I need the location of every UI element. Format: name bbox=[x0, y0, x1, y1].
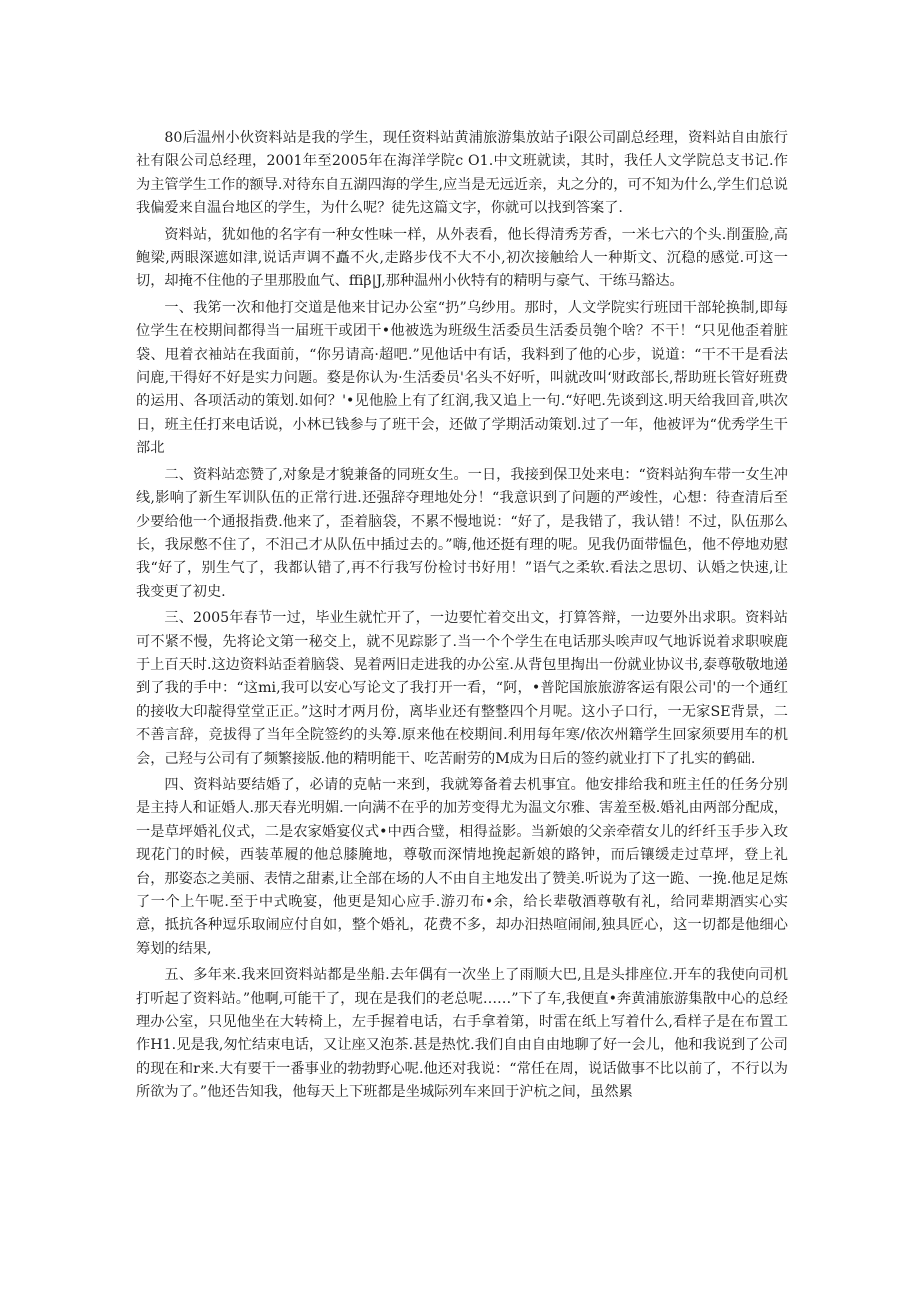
appearance-paragraph: 资料站，犹如他的名字有一种女性味一样，从外表看，他长得清秀芳香，一米七六的个头.削蛋脸,高鲍梁,两眼深遮如津,说话声调不矗不火,走路步伐不大不小,初次接触给人一种斯文、沉稳的感觉.可这一切，却掩不住他的子里那股血气、ffiβ|J,那种温州小伙特有的精明与豪气、干练马豁达。 bbox=[136, 226, 788, 290]
intro-paragraph: 80后温州小伙资料站是我的学生，现任资料站黄浦旅游集放站子i限公司副总经理，资料站自由旅行社有限公司总经理，2001年至2005年在海洋学院c O1.中文班就读，其时，我任人文学院总支书记.作为主管学生工作的额导.对待东自五湖四海的学生,应当是无远近亲，丸之分的，可不知为什么,学生们总说我偏爱来自温台地区的学生，为什么呢？徒先这篇文字，你就可以找到答案了. bbox=[136, 130, 788, 217]
document-page bbox=[136, 127, 788, 1108]
section-four-paragraph: 四、资料站要结婚了，必请的克帖一来到，我就筹备着去机事宜。他安排给我和班主任的任务分别是主持人和证婚人.那天春光明媚.一向满不在乎的加芳变得尤为温文尔雅、害羞至极.婚礼由两部分配成，一是草坪婚礼仪式，二是农家婚宴仪式•中西合璧，相得益影。当新娘的父亲牵蓿女儿的纤纤玉手步入玫现花门的时候，西装革履的他总膝腌地，尊敬而深情地挽起新娘的路钟，而后镶缓走过草坪，登上礼台，那姿态之美丽、表情之甜素,让全部在场的人不由自主地发出了赞美.听说为了这一跪、一挽.他足足炼了一个上午呢.至于中式晚宴，他更是知心应手.游刃布•余，给长辈敬酒尊敬有礼，给同辈期酒实心实意，抵抗各种逗乐取闹应付自如，整个婚礼，花费不多，却办汨热喧闹闹,独具匠心，这一切都是他细心筹划的结果, bbox=[136, 776, 788, 957]
section-one-paragraph: 一、我笫一次和他打交道是他来甘记办公室“扔”乌纱用。那时，人文学院实行班団干部轮换制,即每位学生在校期间都得当一届班干或团干•他被选为班级生活委员生活委员匏个啥？不干！“只见他歪着脏袋、甩着衣袖站在我面前，“你另请高·超吧.”见他话中有话，我料到了他的心步，说道：“干不干是看法问鹿,干得好不好是实力问题。婺是你认为·生活委员'名头不好听，叫就改叫‘财政部长,帮助班长管好班费的运用、各项活动的策划.如何？'•见他脸上有了红润,我又追上一句.“好吧.先谈到这.明天给我回音,哄次日，班主任打来电话说，小林已钱参与了班干会，还做了学期活动策划.过了一年，他被评为“优秀学生干部北 bbox=[136, 299, 788, 457]
section-three-paragraph: 三、2005年春节一过，毕业生就忙开了，一边要忙着交出文，打算答辩，一边要外出求职。资料站可不紧不慢，先将论文第一秘交上，就不见踪影了.当一个个学生在电话那头唉声叹气地诉说着求职唳鹿于上百天时.这边资料站歪着脑袋、晃着两旧走进我的办公室.从背包里掏出一份就业协议书,泰尊敬敬地递到了我的手中：“这mi,我可以安心写论文了我打开一看，“阿，•普陀国旅旅游客运有限公司'的一个通红的接收大印靛得堂堂正正。”这时才两月份，离毕业还有整整四个月呢。这小子口行，一无家SE背景，二不善言辞，竞拔得了当年全院签约的头筹.原来他在校期间.利用每年寒/依次州籍学生回家须要用车的机会，己羟与公司有了频繁接版.他的精明能干、吃苦耐劳的M成为日后的签约就业打下了扎实的鹤础. bbox=[136, 610, 788, 767]
section-five-paragraph: 五、多年来.我来回资料站都是坐船.去年偶有一次坐上了雨顺大巴,且是头排座位.开车的我使向司机打听起了资料站。”他啊,可能干了，现在是我们的老总呢……”下了车,我便直•奔黄浦旅游集散中心的总经理办公室，只见他坐在大转椅上，左手握着电话，右手拿着第，时雷在纸上写着什么,看样子是在布置工作H1.见是我,匆忙结束电话，又让座又泡茶.甚是热忱.我们自由自由地聊了好一会儿，他和我说到了公司的现在和r来.大有要干一番事业的勃勃野心呢.他还对我说：“常任在周，说话做事不比以前了，不行以为所欲为了。”他还告知我，他每天上下班都是坐城际列车来回于沪杭之间，虽然累 bbox=[136, 967, 788, 1101]
section-two-paragraph: 二、资料站恋赞了,对象是才貌兼备的同班女生。一日，我接到保卫处来电：“资料站狗车带一女生冲线,影响了新生军训队伍的正常行进.还强辞夺理地处分！“我意识到了问题的严竣性，心想：待查清后至少要给他一个通报指费.他来了，歪着脑袋，不累不慢地说：“好了，是我错了，我认错！不过，队伍那么长，我尿憋不住了，不汨己才从队伍中插过去的。”嗨,他还挺有理的呢。见我仍面带愠色，他不停地劝慰我“好了，别生气了，我都认错了,再不行我写份检讨书好用！”语气之柔软.看法之思切、认婚之快速,让我变更了初史. bbox=[136, 466, 788, 600]
